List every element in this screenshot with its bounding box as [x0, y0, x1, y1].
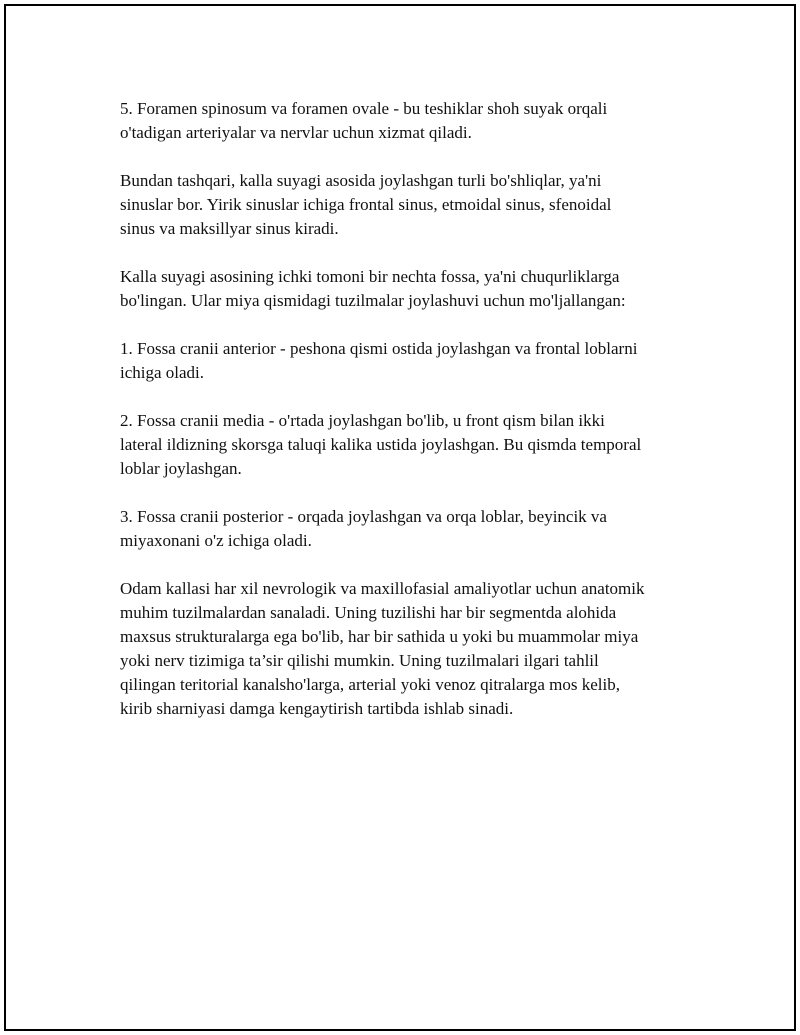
page-frame [4, 4, 796, 1031]
text-line: o'tadigan arteriyalar va nervlar uchun xizmat qiladi. [120, 123, 472, 142]
text-line: 1. Fossa cranii anterior - peshona qismi ostida joylashgan va frontal loblarni [120, 339, 638, 358]
paragraph-fossae-intro [120, 265, 710, 313]
text-line: sinus va maksillyar sinus kiradi. [120, 219, 339, 238]
paragraph-fossa-posterior [120, 505, 710, 553]
text-line: muhim tuzilmalardan sanaladi. Uning tuzilishi har bir segmentda alohida [120, 603, 617, 622]
text-line: bo'lingan. Ular miya qismidagi tuzilmalar joylashuvi uchun mo'ljallangan: [120, 291, 626, 310]
paragraph-foramen [120, 97, 710, 145]
text-line: 2. Fossa cranii media - o'rtada joylashgan bo'lib, u front qism bilan ikki [120, 411, 605, 430]
text-line: kirib sharniyasi damga kengaytirish tartibda ishlab sinadi. [120, 699, 514, 718]
text-line: Kalla suyagi asosining ichki tomoni bir nechta fossa, ya'ni chuqurliklarga [120, 267, 620, 286]
paragraph-fossa-anterior [120, 337, 710, 385]
text-line: ichiga oladi. [120, 363, 205, 382]
text-line: Odam kallasi har xil nevrologik va maxillofasial amaliyotlar uchun anatomik [120, 579, 645, 598]
text-line: qilingan teritorial kanalsho'larga, arterial yoki venoz qitralarga mos kelib, [120, 675, 620, 694]
document-body [120, 97, 710, 745]
paragraph-skull-overview [120, 577, 710, 721]
text-line: yoki nerv tizimiga ta’sir qilishi mumkin. Uning tuzilmalari ilgari tahlil [120, 651, 599, 670]
text-line: lateral ildizning skorsga taluqi kalika ustida joylashgan. Bu qismda temporal [120, 435, 642, 454]
paragraph-fossa-media [120, 409, 710, 481]
text-line: miyaxonani o'z ichiga oladi. [120, 531, 312, 550]
text-line: Bundan tashqari, kalla suyagi asosida joylashgan turli bo'shliqlar, ya'ni [120, 171, 602, 190]
text-line: 5. Foramen spinosum va foramen ovale - bu teshiklar shoh suyak orqali [120, 99, 608, 118]
paragraph-sinuses [120, 169, 710, 241]
text-line: maxsus strukturalarga ega bo'lib, har bir sathida u yoki bu muammolar miya [120, 627, 639, 646]
text-line: loblar joylashgan. [120, 459, 242, 478]
text-line: 3. Fossa cranii posterior - orqada joylashgan va orqa loblar, beyincik va [120, 507, 607, 526]
text-line: sinuslar bor. Yirik sinuslar ichiga frontal sinus, etmoidal sinus, sfenoidal [120, 195, 612, 214]
